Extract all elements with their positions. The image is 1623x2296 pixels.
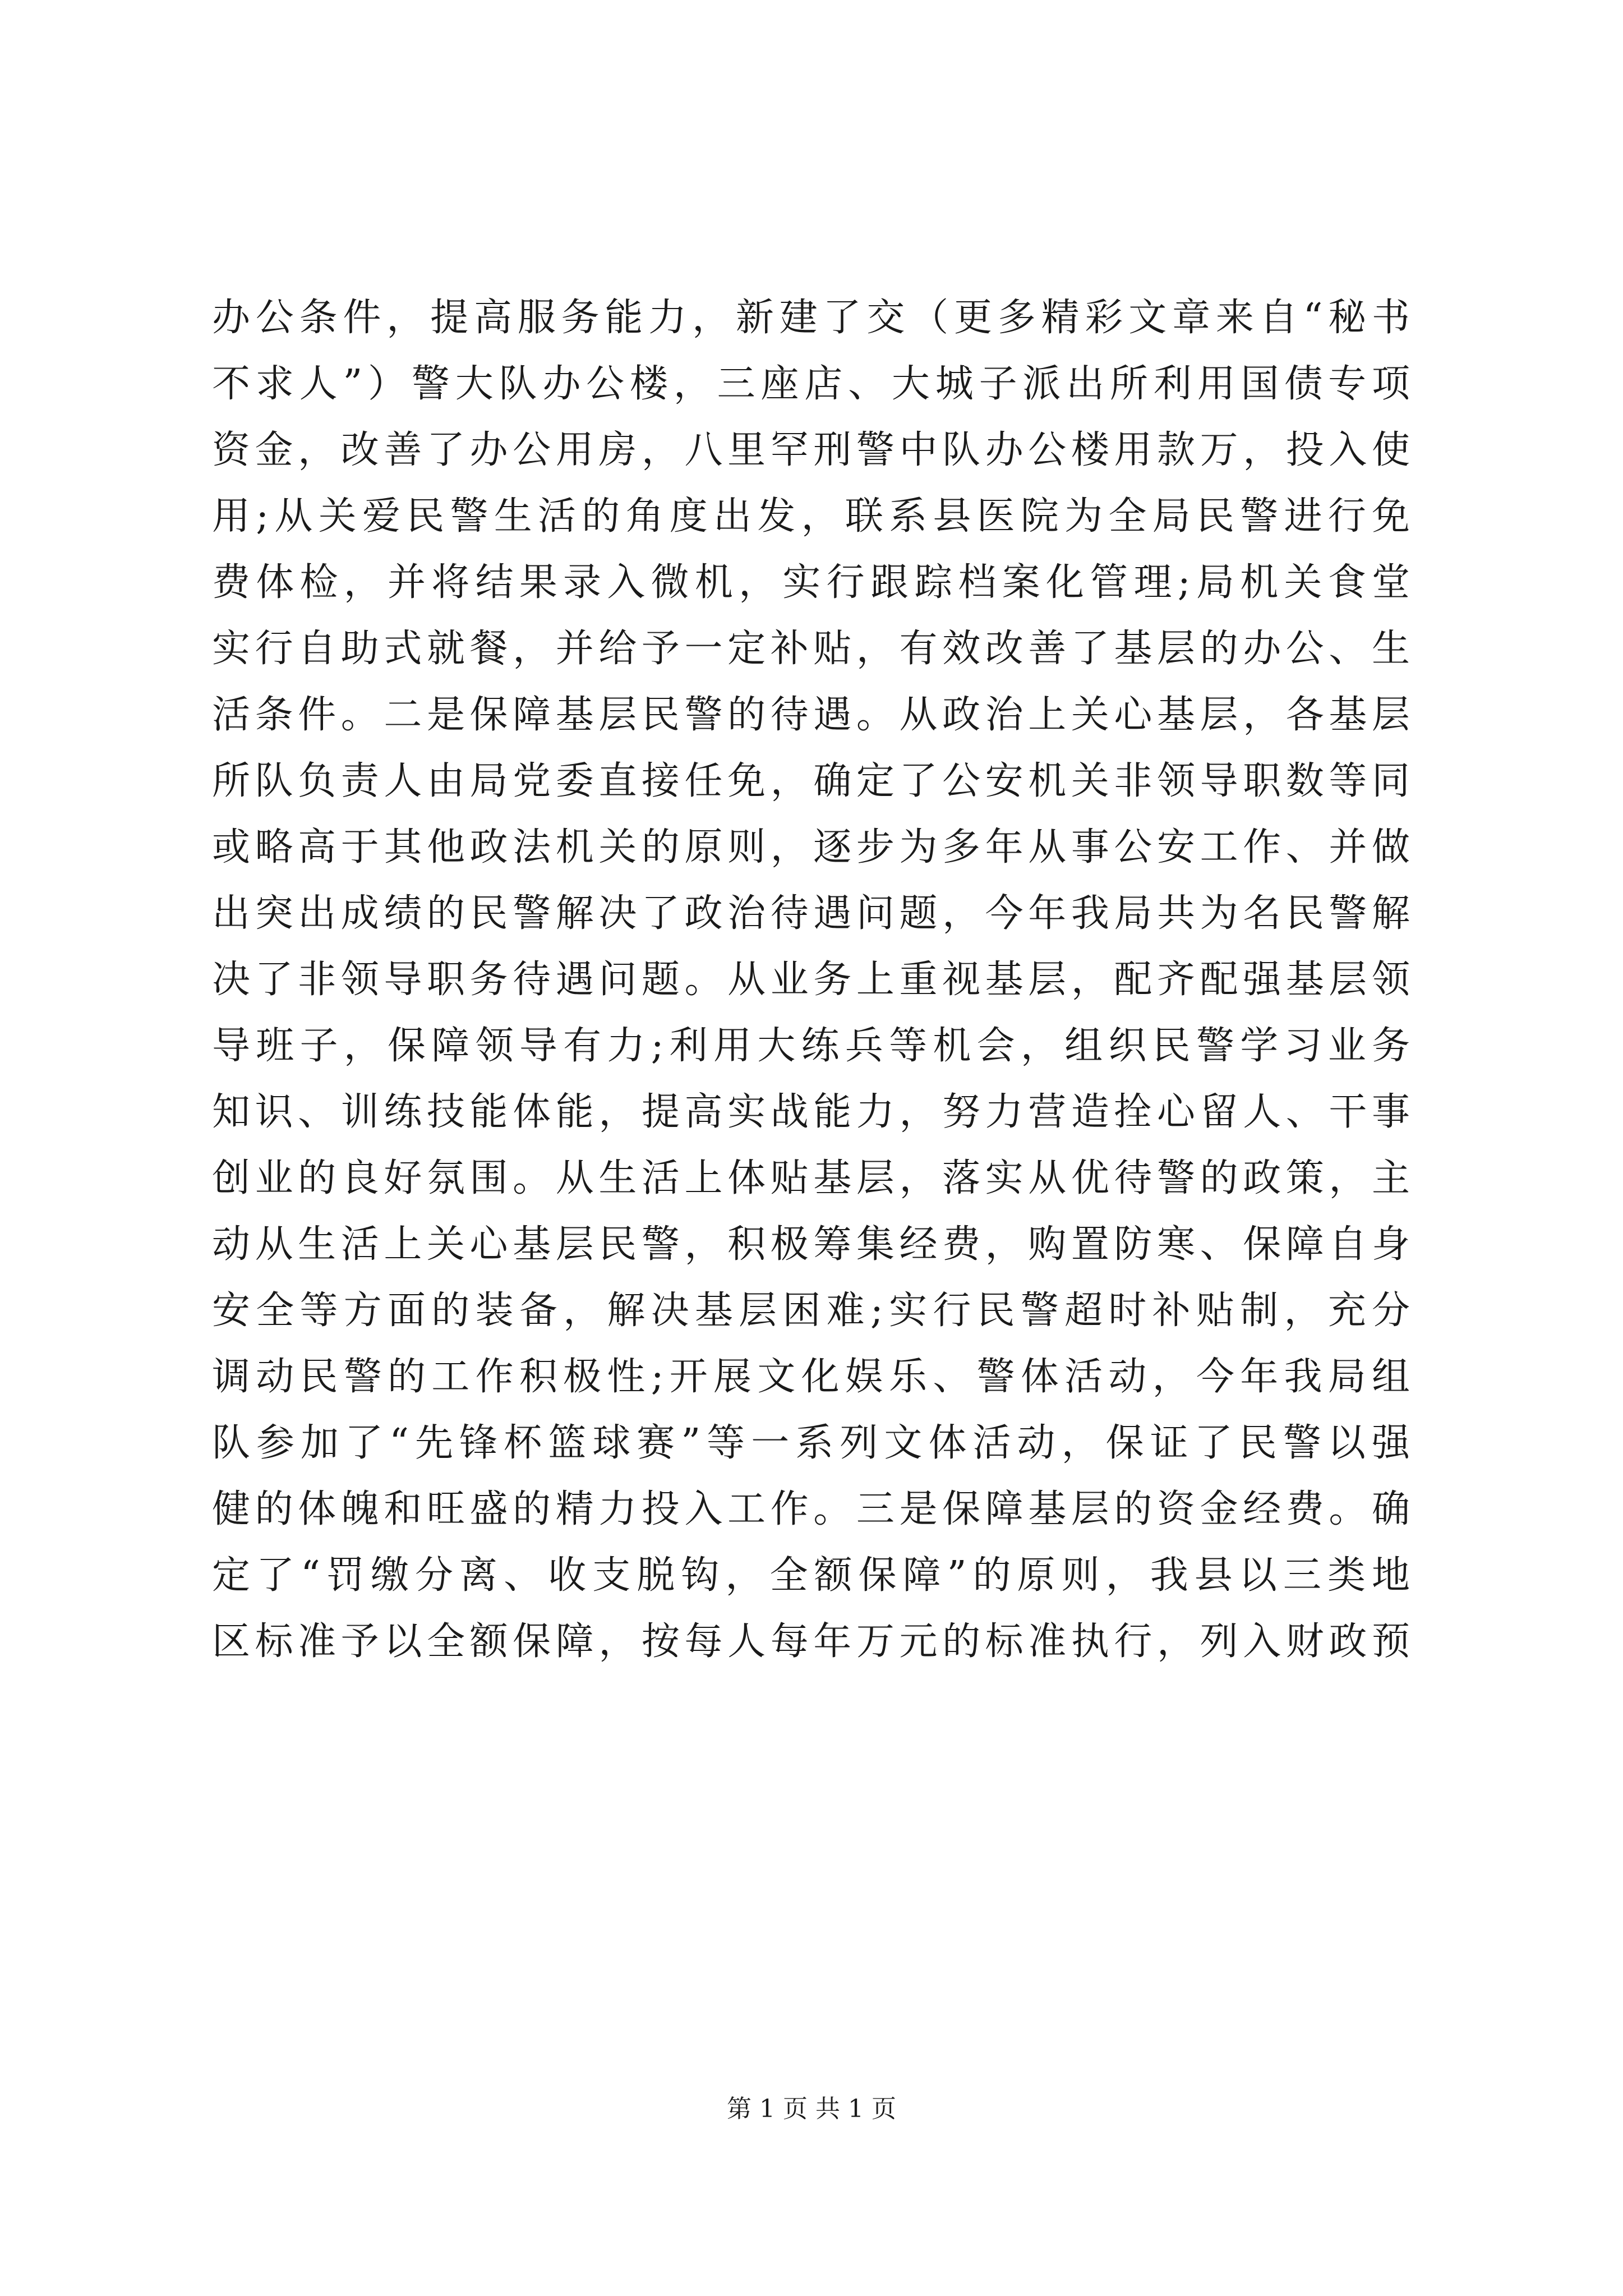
text-line: 健的体魄和旺盛的精力投入工作。三是保障基层的资金经费。确	[212, 1487, 1410, 1531]
text-line: 实行自助式就餐，并给予一定补贴，有效改善了基层的办公、生	[212, 627, 1410, 671]
text-line: 动从生活上关心基层民警，积极筹集经费，购置防寒、保障自身	[212, 1222, 1410, 1267]
text-line: 区标准予以全额保障，按每人每年万元的标准执行，列入财政预	[212, 1619, 1410, 1664]
text-line: 安全等方面的装备，解决基层困难;实行民警超时补贴制，充分	[212, 1289, 1410, 1333]
text-line: 用;从关爱民警生活的角度出发，联系县医院为全局民警进行免	[212, 494, 1410, 539]
text-line: 调动民警的工作积极性;开展文化娱乐、警体活动，今年我局组	[212, 1355, 1410, 1399]
page-footer	[0, 2092, 1623, 2126]
text-line: 办公条件，提高服务能力，新建了交（更多精彩文章来自“秘书	[212, 296, 1410, 340]
text-line: 或略高于其他政法机关的原则，逐步为多年从事公安工作、并做	[212, 825, 1410, 869]
text-line: 不求人”）警大队办公楼，三座店、大城子派出所利用国债专项	[212, 362, 1410, 406]
body-text	[212, 285, 1410, 1675]
page-number-label: 第 1 页 共 1 页	[727, 2095, 896, 2123]
text-line: 队参加了“先锋杯篮球赛”等一系列文体活动，保证了民警以强	[212, 1421, 1410, 1465]
text-line: 出突出成绩的民警解决了政治待遇问题，今年我局共为名民警解	[212, 891, 1410, 936]
text-line: 创业的良好氛围。从生活上体贴基层，落实从优待警的政策，主	[212, 1156, 1410, 1200]
text-line: 知识、训练技能体能，提高实战能力，努力营造拴心留人、干事	[212, 1090, 1410, 1134]
text-line: 活条件。二是保障基层民警的待遇。从政治上关心基层，各基层	[212, 693, 1410, 737]
text-line: 决了非领导职务待遇问题。从业务上重视基层，配齐配强基层领	[212, 958, 1410, 1002]
text-line: 资金，改善了办公用房，八里罕刑警中队办公楼用款万，投入使	[212, 428, 1410, 472]
text-line: 费体检，并将结果录入微机，实行跟踪档案化管理;局机关食堂	[212, 560, 1410, 605]
text-line: 定了“罚缴分离、收支脱钩，全额保障”的原则，我县以三类地	[212, 1553, 1410, 1598]
text-line: 导班子，保障领导有力;利用大练兵等机会，组织民警学习业务	[212, 1024, 1410, 1068]
text-line: 所队负责人由局党委直接任免，确定了公安机关非领导职数等同	[212, 759, 1410, 803]
